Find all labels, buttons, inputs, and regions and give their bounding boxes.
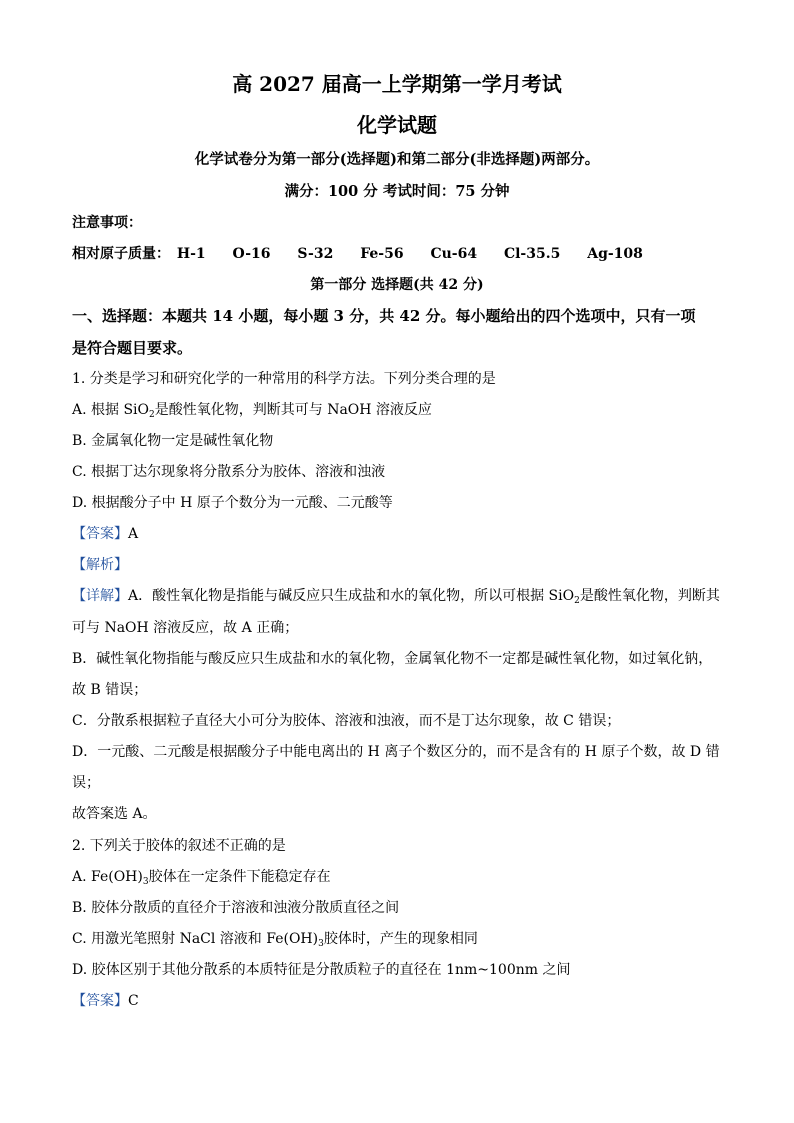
q1-detail-line6: D．一元酸、二元酸是根据酸分子中能电离出的 H 离子个数区分的，而不是含有的 H 原子个数，故 D 错 bbox=[72, 744, 720, 760]
q2-option-b: B. 胶体分散质的直径介于溶液和浊液分散质直径之间 bbox=[72, 900, 400, 916]
subscript: 3 bbox=[318, 939, 324, 949]
analysis-tag: 【解析】 bbox=[72, 557, 128, 573]
q2-stem: 2. 下列关于胶体的叙述不正确的是 bbox=[72, 838, 286, 854]
atomic-masses-line bbox=[72, 245, 665, 263]
score-time: 满分：100 分 考试时间：75 分钟 bbox=[284, 183, 510, 200]
subscript: 3 bbox=[142, 877, 149, 887]
q2-option-a bbox=[72, 868, 331, 886]
section1-line1: 一、选择题：本题共 14 小题，每小题 3 分，共 42 分。每小题给出的四个选项中，只有一项 bbox=[72, 307, 696, 325]
atomic-mass-item: Cu-64 bbox=[430, 246, 478, 262]
q2-option-c bbox=[72, 930, 478, 948]
q1-stem: 1. 分类是学习和研究化学的一种常用的科学方法。下列分类合理的是 bbox=[72, 371, 496, 387]
exam-subtitle: 化学试题 bbox=[357, 113, 437, 137]
q1-option-b: B. 金属氧化物一定是碱性氧化物 bbox=[72, 433, 274, 449]
atomic-mass-item: S-32 bbox=[297, 246, 334, 262]
part1-title: 第一部分 选择题(共 42 分) bbox=[310, 277, 484, 293]
q2-option-c-text: C. 用激光笔照射 NaCl 溶液和 Fe(OH) bbox=[72, 931, 319, 947]
notice-heading: 注意事项： bbox=[72, 215, 142, 231]
q1-conclusion: 故答案选 A。 bbox=[72, 806, 157, 822]
q1-answer bbox=[72, 525, 138, 543]
q1-detail-line5: C．分散系根据粒子直径大小可分为胶体、溶液和浊液，而不是丁达尔现象，故 C 错误； bbox=[72, 713, 621, 729]
answer-tag: 【答案】 bbox=[72, 526, 128, 542]
atomic-mass-item: H-1 bbox=[176, 246, 206, 262]
q1-option-a-text: A. 根据 SiO bbox=[72, 402, 150, 418]
q2-option-a-text: A. Fe(OH) bbox=[72, 869, 143, 885]
atomic-mass-item: Fe-56 bbox=[360, 246, 404, 262]
atomic-mass-item: O-16 bbox=[232, 246, 271, 262]
detail-text: A．酸性氧化物是指能与碱反应只生成盐和水的氧化物，所以可根据 SiO bbox=[128, 588, 575, 604]
subscript: 2 bbox=[149, 410, 155, 420]
answer-value: A bbox=[128, 526, 139, 542]
q1-detail-line3: B．碱性氧化物指能与酸反应只生成盐和水的氧化物，金属氧化物不一定都是碱性氧化物，如过氧化钠， bbox=[72, 651, 713, 667]
q1-option-d: D. 根据酸分子中 H 原子个数分为一元酸、二元酸等 bbox=[72, 495, 393, 511]
q1-detail-line2: 可与 NaOH 溶液反应，故 A 正确； bbox=[72, 620, 299, 636]
q1-option-c: C. 根据丁达尔现象将分散系分为胶体、溶液和浊液 bbox=[72, 464, 386, 480]
answer-value: C bbox=[128, 993, 139, 1009]
answer-tag: 【答案】 bbox=[72, 993, 128, 1009]
detail-tag: 【详解】 bbox=[72, 588, 128, 604]
exam-intro: 化学试卷分为第一部分(选择题)和第二部分(非选择题)两部分。 bbox=[194, 151, 600, 168]
q1-option-a-text-rest: 是酸性氧化物，判断其可与 NaOH 溶液反应 bbox=[154, 402, 432, 418]
q2-option-c-text-rest: 胶体时，产生的现象相同 bbox=[323, 931, 478, 947]
q2-option-d: D. 胶体区别于其他分散系的本质特征是分散质粒子的直径在 1nm~100nm 之间 bbox=[72, 962, 571, 978]
atomic-mass-item: Cl-35.5 bbox=[503, 246, 561, 262]
detail-text-rest: 是酸性氧化物，判断其 bbox=[579, 588, 720, 604]
q2-option-a-text-rest: 胶体在一定条件下能稳定存在 bbox=[148, 869, 331, 885]
q1-detail-line1 bbox=[72, 587, 720, 605]
q1-detail-line7: 误； bbox=[72, 775, 100, 791]
section1-line2: 是符合题目要求。 bbox=[72, 339, 193, 357]
q1-option-a bbox=[72, 401, 432, 419]
q1-detail-line4: 故 B 错误； bbox=[72, 682, 148, 698]
q2-answer bbox=[72, 992, 139, 1010]
atomic-mass-item: Ag-108 bbox=[587, 246, 643, 262]
subscript: 2 bbox=[574, 596, 580, 606]
exam-title: 高 2027 届高一上学期第一学月考试 bbox=[232, 72, 562, 96]
atomic-label: 相对原子质量： bbox=[72, 246, 170, 262]
